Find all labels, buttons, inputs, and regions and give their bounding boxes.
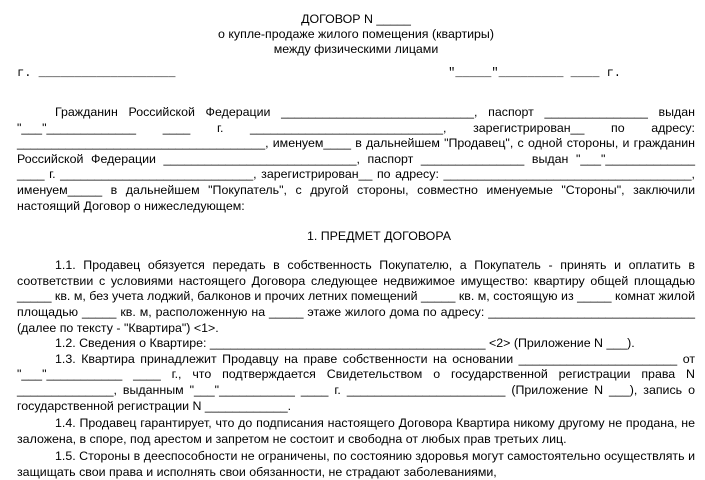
clause-1-2: 1.2. Сведения о Квартире: ________________________________________ <2> (Приложение N ___). [55,336,635,351]
clause-1-1: 1.1. Продавец обязуется передать в собственность Покупателю, а Покупатель - принять и оплатить в соответствии с условиями настоящего Договора следующее недвижимое имущество: квартиру общей площадью _____ кв. м, без учета лоджий, балконов и прочих летних помещений _____ кв. м, состоящую из _____ комнат жилой площадью _____ кв. м, расположенную на _____ этаже жилого дома по адресу: ______________________________ (далее по тексту - "Квартира") <1>. [17,258,695,335]
preamble-paragraph: Гражданин Российской Федерации ____________________________, паспорт _______________ выдан "___"_____________ ____ г. ____________________________, зарегистрирован__ по адресу: ____________________________________, именуем____ в дальнейшем "Продавец", с одной стороны, и гражданин Российской Федерации ____________________________, паспорт _______________ выдан "___"_____________ ____ г. ____________________________, зарегистрирован__ по адресу: ____________________________________, именуем_____ в дальнейшем "Покупатель", с другой стороны, совместно именуемые "Стороны", заключили настоящий Договор о нижеследующем: [17,105,695,213]
contract-title: ДОГОВОР N _____ [301,12,411,26]
clause-1-3: 1.3. Квартира принадлежит Продавцу на праве собственности на основании _______________________ от "___"___________ ____ г., что подтверждается Свидетельством о государственной регистрации права N ______________, выданным "___"___________ ____ г. _______________________ (Приложение N ___), запись о государственной регистрации N ____________. [17,351,695,413]
contract-subtitle: о купле-продаже жилого помещения (квартиры) [218,27,494,41]
place-date-line [17,66,695,82]
contract-document [17,0,695,480]
clause-1-4: 1.4. Продавец гарантирует, что до подписания настоящего Договора Квартира никому другому не продана, не заложена, в споре, под арестом и запретом не состоит и свободна от любых прав третьих лиц. [17,416,695,446]
section-heading: 1. ПРЕДМЕТ ДОГОВОРА [306,229,452,244]
date-field: "_____"_________ ____ г. [448,66,621,80]
clause-1-5: 1.5. Стороны в дееспособности не ограничены, по состоянию здоровья могут самостоятельно осуществлять и защищать свои права и исполнять свои обязанности, не страдают заболеваниями, [17,449,695,479]
city-field: г. ___________________ [17,66,176,80]
contract-parties-line: между физическими лицами [273,42,439,56]
contract-title-block [17,0,695,57]
